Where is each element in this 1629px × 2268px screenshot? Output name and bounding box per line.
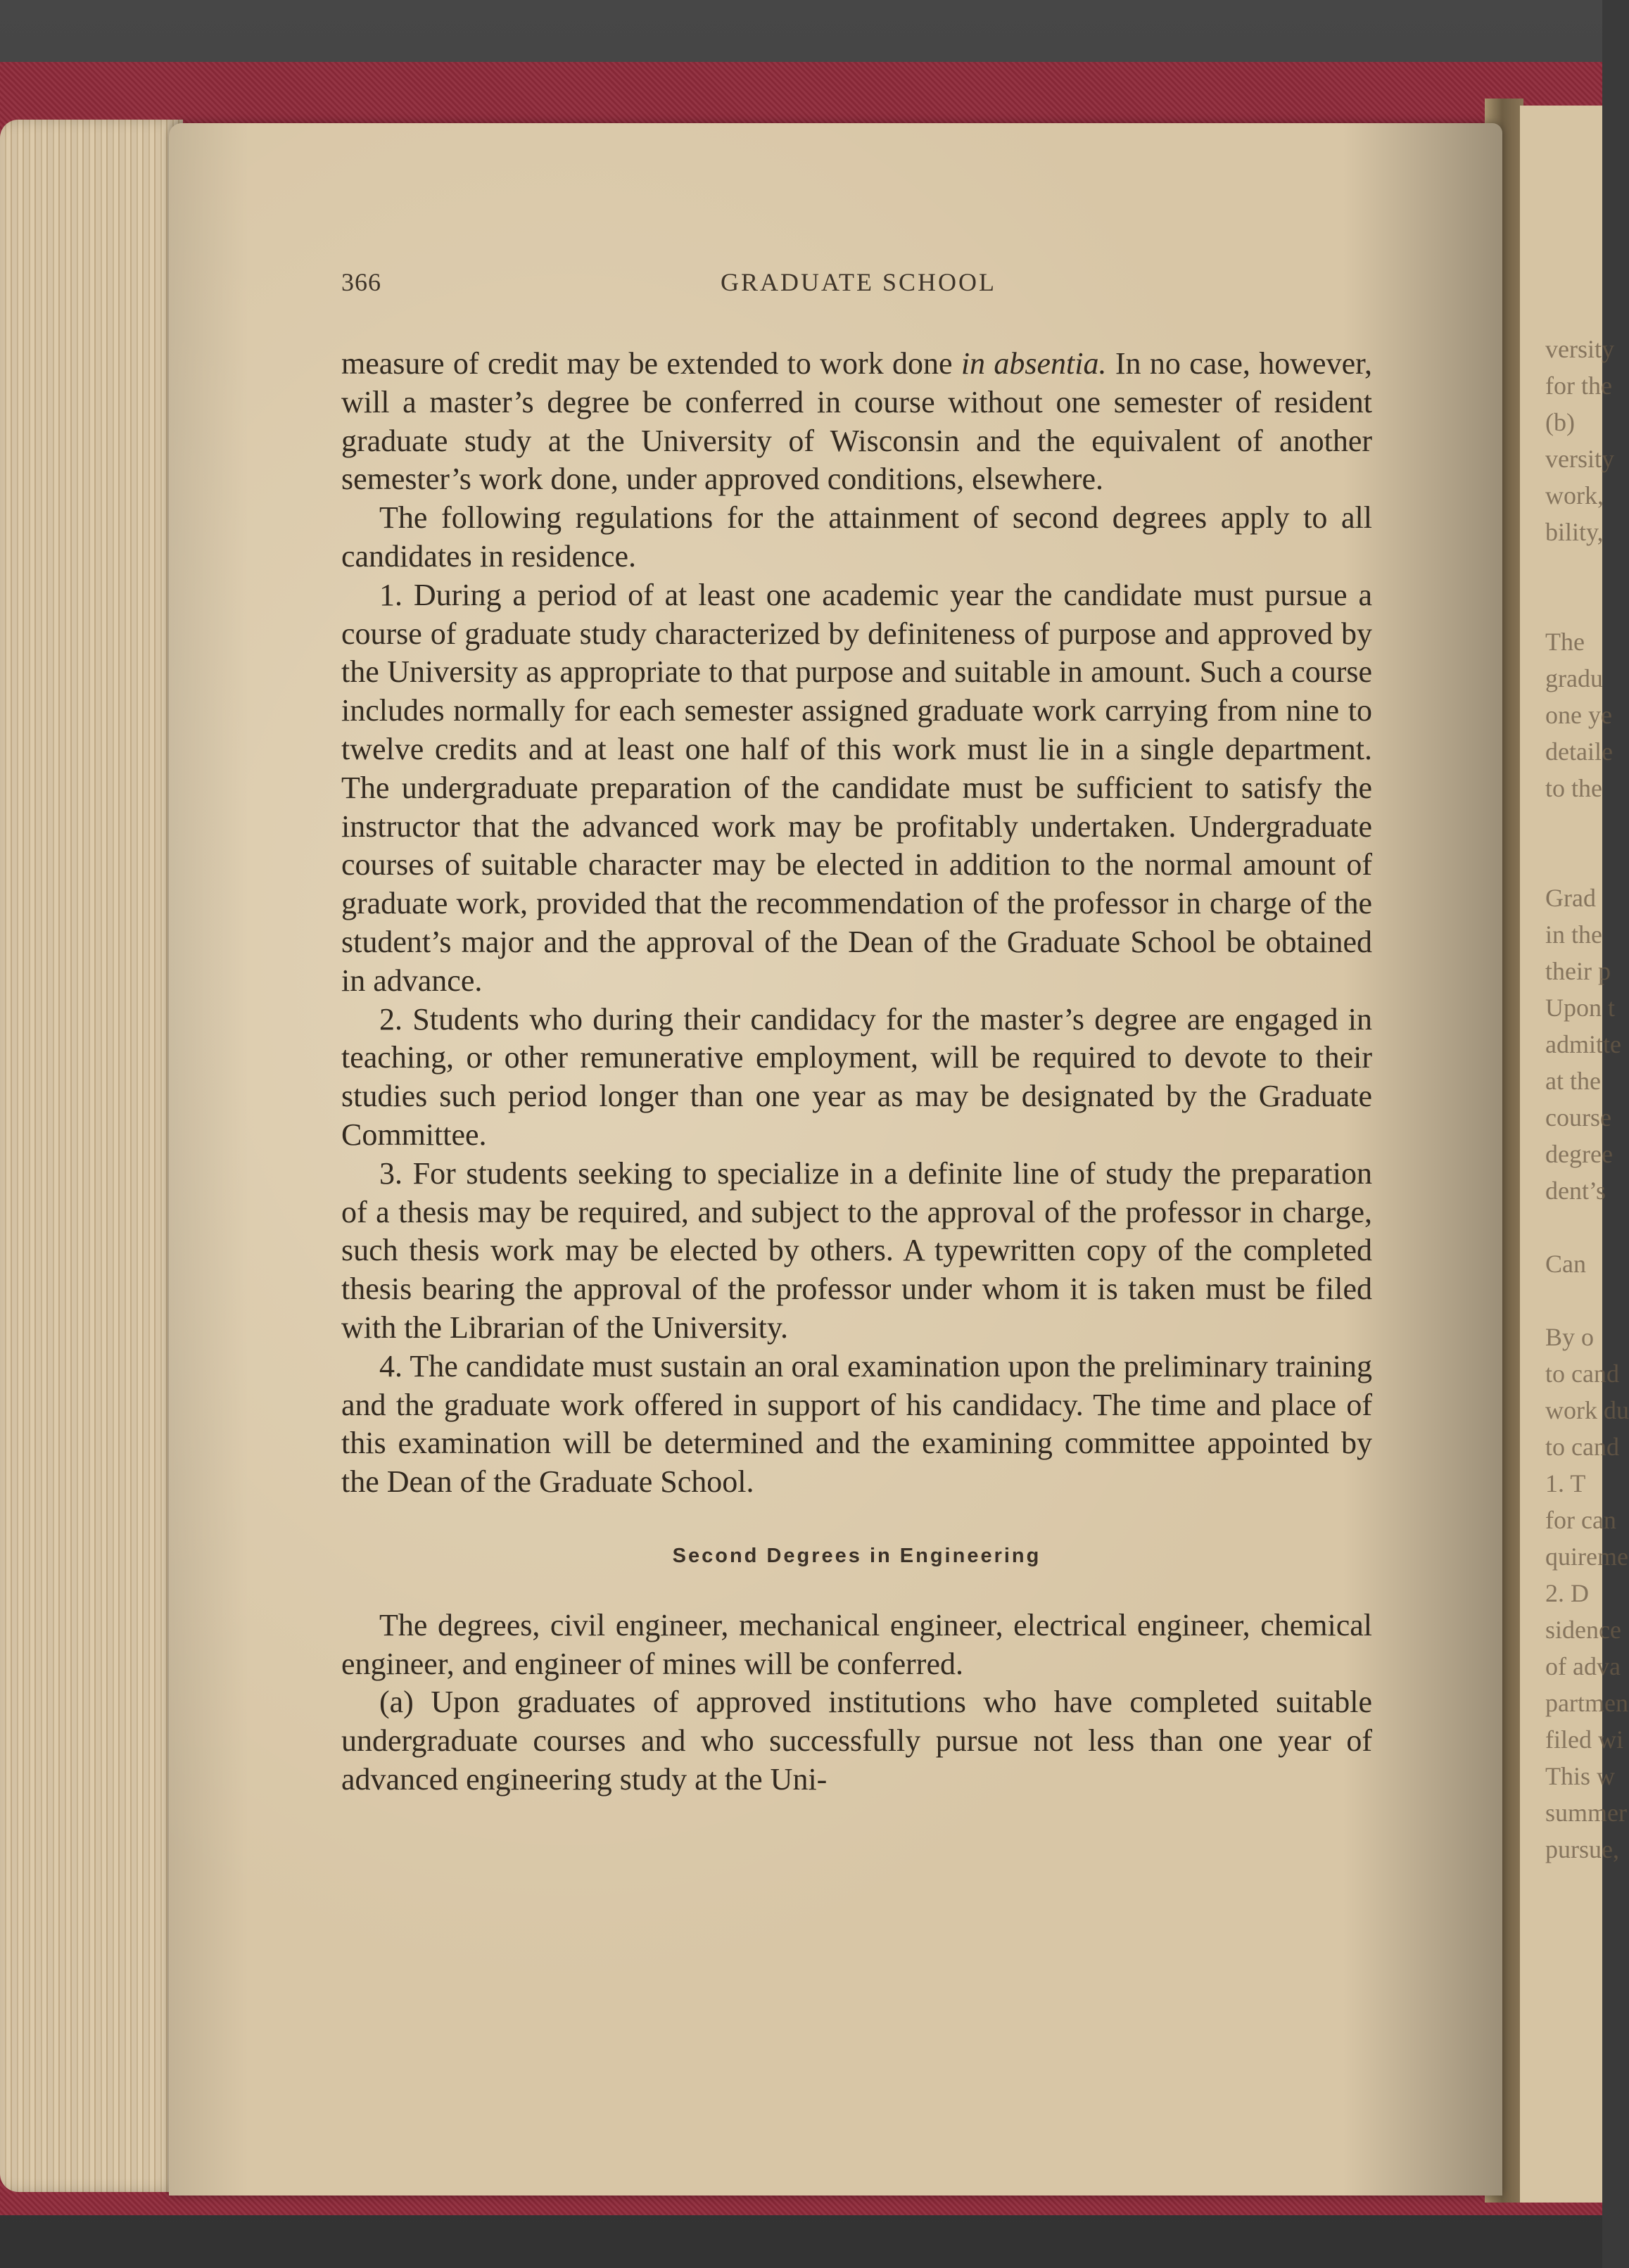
paragraph-rule-4: 4. The candidate must sustain an oral examination upon the preliminary training and the graduate work offered in support of his candidacy. The time and place of this examination will be determined and the examining committee appointed by the Dean of the Graduate School.	[341, 1348, 1372, 1500]
facing-page-text: versity for the (b) versity work, bility, The gradu one ye detaile to the Grad in the their p Upon t admitte at the course degree dent’s Can By o to cand work du to cand 1. T for can quireme 2. D sidence of adva partmen filed wi This w summer pursue,	[1545, 335, 1629, 1863]
paragraph-engineering-a: (a) Upon graduates of approved institutions who have completed suitable undergraduate courses and who successfully pursue not less than one year of advanced engineering study at the Uni-	[341, 1685, 1372, 1797]
italic-phrase: in absentia.	[961, 346, 1107, 381]
paragraph-text: In no case, however, will a master’s degree be conferred in course without one semester of resident graduate study at the University of Wisconsin and the equivalent of another semester’s work done, under approved conditions, elsewhere.	[341, 346, 1373, 497]
running-head	[341, 267, 1376, 310]
running-title: GRADUATE SCHOOL	[720, 268, 996, 296]
paragraph-rule-1: 1. During a period of at least one academic year the candidate must pursue a course of graduate study characterized by definiteness of purpose and approved by the University as appropriate to that purpose and suitable in amount. Such a course includes normally for each semester assigned graduate work carrying from nine to twelve credits and at least one half of this work must lie in a single department. The undergraduate preparation of the candidate must be sufficient to satisfy the instructor that the advanced work may be profitably undertaken. Undergraduate courses of suitable character may be elected in addition to the normal amount of graduate work, provided that the recommendation of the professor in charge of the student’s major and the approval of the Dean of the Graduate School be obtained in advance.	[341, 577, 1372, 998]
paragraph-text: measure of credit may be extended to work done	[341, 346, 961, 381]
paragraph-credit-in-absentia	[341, 345, 1372, 499]
section-subheading: Second Degrees in Engineering	[672, 1544, 1041, 1567]
paragraph-engineering-degrees: The degrees, civil engineer, mechanical engineer, electrical engineer, chemical engineer, and engineer of mines will be conferred.	[341, 1607, 1372, 1681]
page-number: 366	[341, 268, 381, 296]
page-body	[341, 345, 1372, 1799]
page-edges	[0, 120, 183, 2192]
paragraph-regulations-intro: The following regulations for the attainment of second degrees apply to all candidates in residence.	[341, 500, 1372, 574]
paragraph-rule-3: 3. For students seeking to specialize in a definite line of study the preparation of a thesis may be required, and subject to the approval of the professor in charge, such thesis work may be elected by others. A typewritten copy of the completed thesis bearing the approval of the professor under whom it is taken must be filed with the Librarian of the University.	[341, 1155, 1372, 1345]
paragraph-rule-2: 2. Students who during their candidacy for the master’s degree are engaged in teaching, or other remunerative employment, will be required to devote to their studies such period longer than one year as may be designated by the Graduate Committee.	[341, 1001, 1372, 1152]
facing-page	[1520, 106, 1629, 2203]
